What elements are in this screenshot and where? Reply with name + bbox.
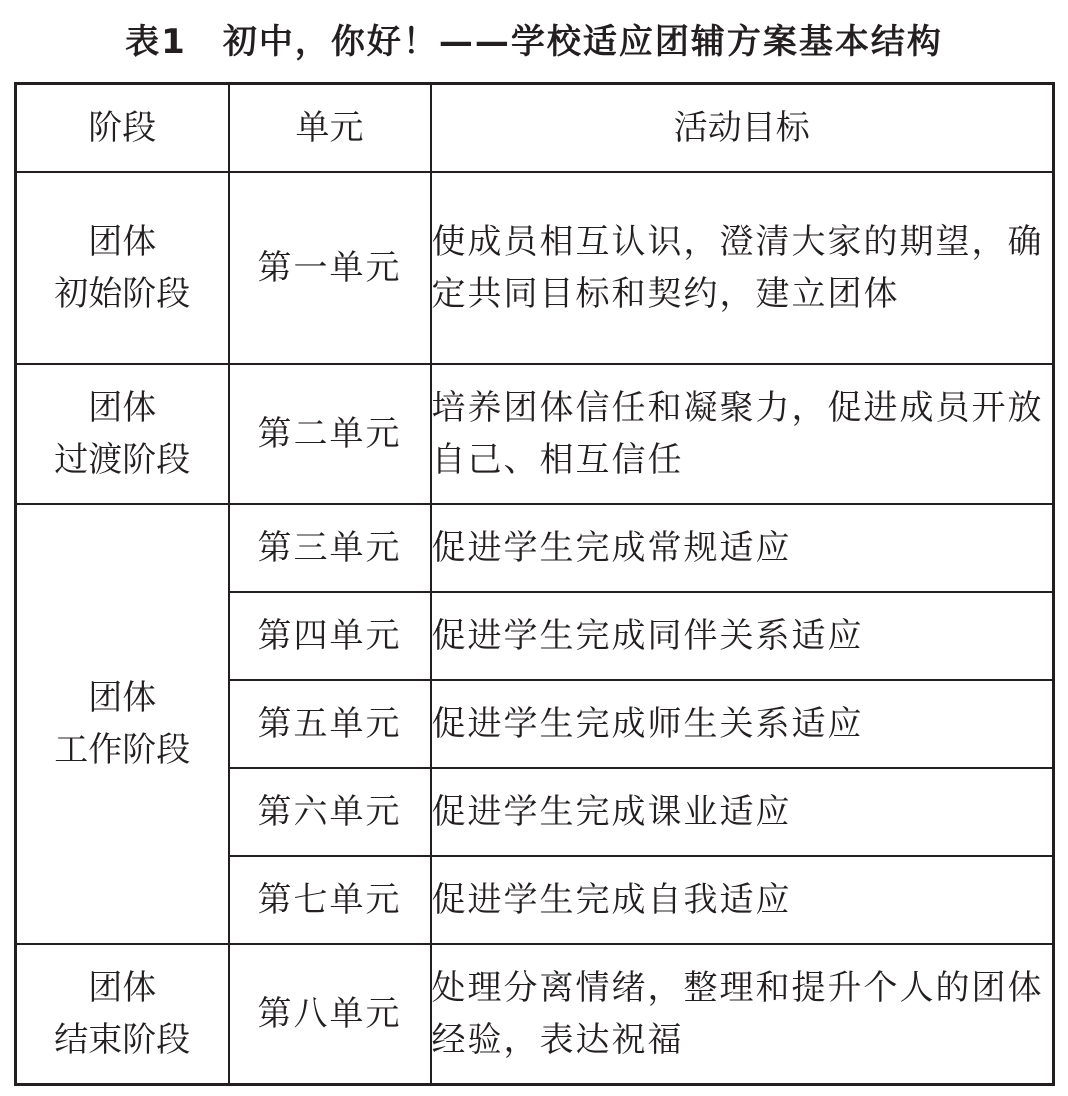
stage-line: 初始阶段 [54,274,191,314]
goal-cell: 使成员相互认识，澄清大家的期望，确定共同目标和契约，建立团体 [431,172,1054,364]
unit-cell: 第一单元 [229,172,431,364]
unit-cell: 第二单元 [229,364,431,504]
unit-cell: 第四单元 [229,592,431,680]
unit-cell: 第五单元 [229,680,431,768]
goal-cell: 处理分离情绪，整理和提升个人的团体经验，表达祝福 [431,944,1054,1085]
goal-cell: 促进学生完成同伴关系适应 [431,592,1054,680]
stage-line: 团体 [88,222,157,262]
stage-line: 团体 [88,388,157,428]
stage-line: 团体 [88,968,157,1008]
table-row [16,504,1054,592]
stage-cell-ending [16,944,229,1085]
table-row [16,364,1054,504]
table-caption: 表1 初中，你好！——学校适应团辅方案基本结构 [125,22,943,62]
stage-cell-transition [16,364,229,504]
header-row [16,84,1054,173]
stage-line: 工作阶段 [54,730,191,770]
goal-cell: 培养团体信任和凝聚力，促进成员开放自己、相互信任 [431,364,1054,504]
stage-cell-working [16,504,229,944]
stage-line: 团体 [88,678,157,718]
unit-cell: 第七单元 [229,856,431,944]
header-stage: 阶段 [16,84,229,173]
goal-cell: 促进学生完成师生关系适应 [431,680,1054,768]
header-goal: 活动目标 [431,84,1054,173]
stage-line: 结束阶段 [54,1020,191,1060]
header-unit: 单元 [229,84,431,173]
stage-cell-initial [16,172,229,364]
stage-line: 过渡阶段 [54,440,191,480]
table-row [16,172,1054,364]
unit-cell: 第六单元 [229,768,431,856]
goal-cell: 促进学生完成自我适应 [431,856,1054,944]
unit-cell: 第三单元 [229,504,431,592]
table-row [16,944,1054,1085]
goal-cell: 促进学生完成课业适应 [431,768,1054,856]
structure-table [14,82,1055,1086]
unit-cell: 第八单元 [229,944,431,1085]
goal-cell: 促进学生完成常规适应 [431,504,1054,592]
